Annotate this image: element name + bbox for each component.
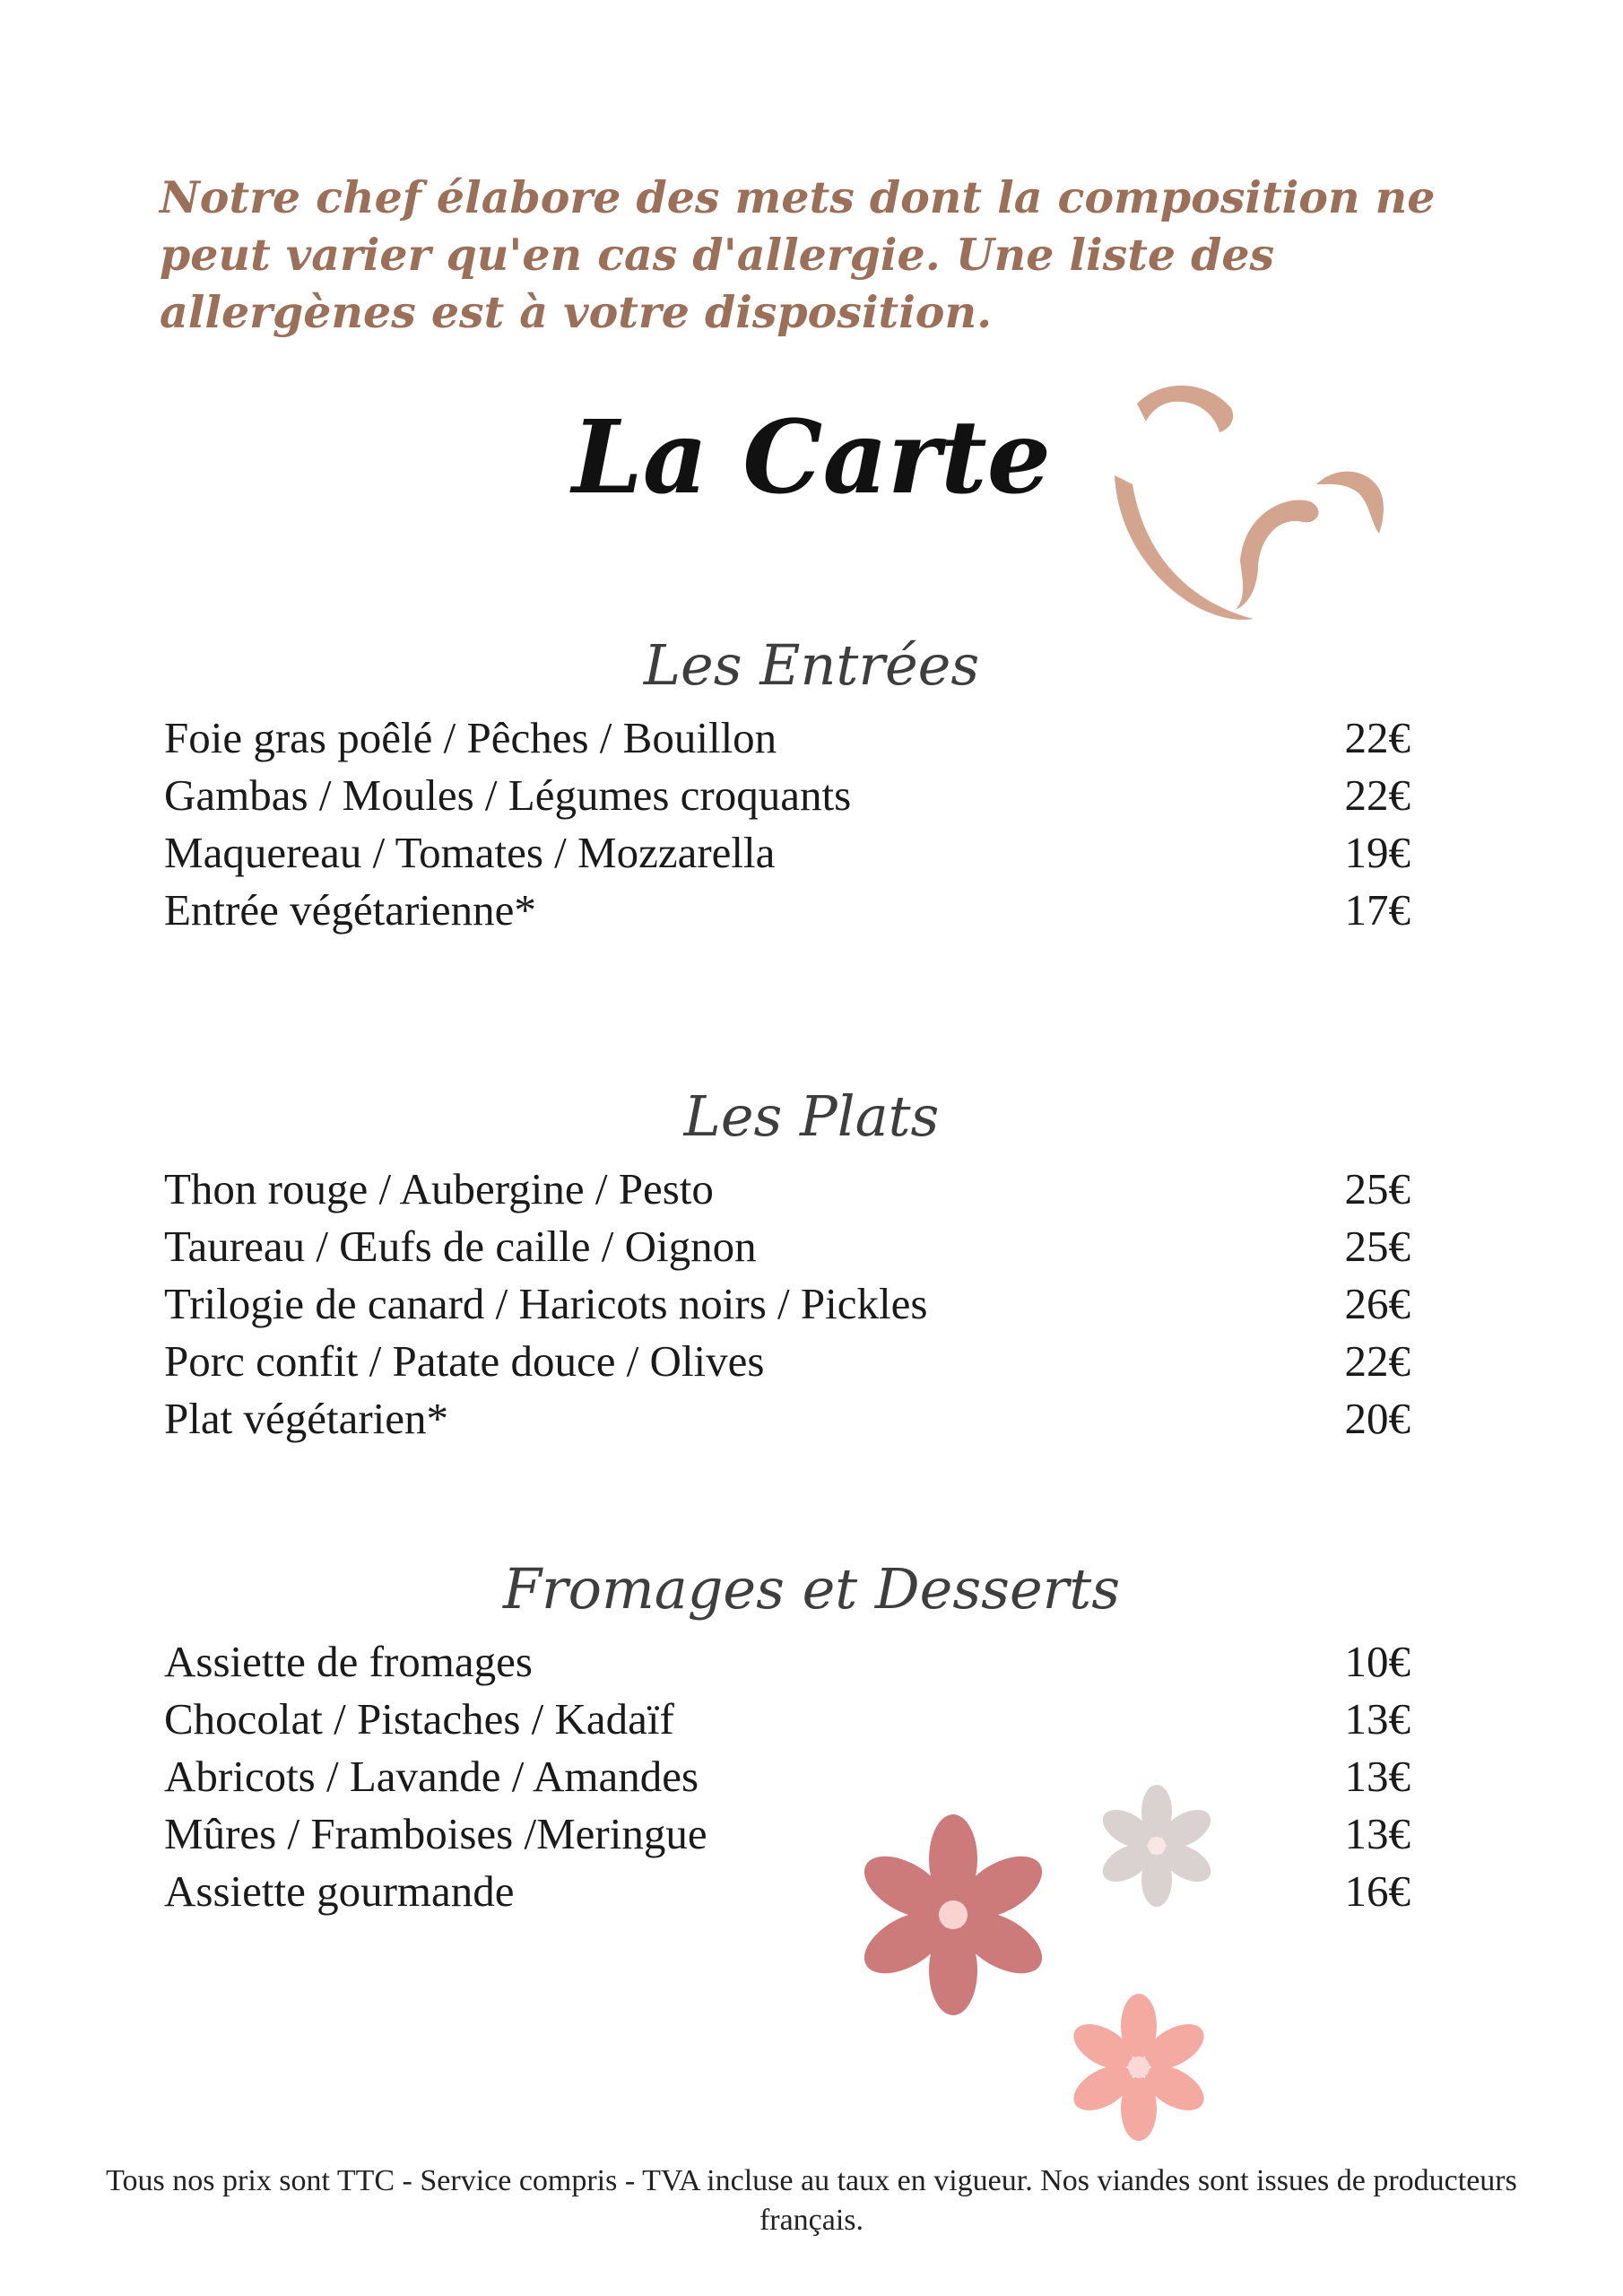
item-price: 25€ bbox=[1344, 1163, 1410, 1213]
menu-item bbox=[164, 1217, 1410, 1274]
section-title-entrees: Les Entrées bbox=[643, 632, 980, 698]
item-price: 10€ bbox=[1344, 1636, 1410, 1686]
menu-item bbox=[164, 1274, 1410, 1332]
allergy-note: Notre chef élabore des mets dont la composition ne peut varier qu'en cas d'allergie. Une liste des allergènes est à votre disposition. bbox=[160, 171, 1436, 338]
item-price: 17€ bbox=[1344, 884, 1410, 935]
item-name: Gambas / Moules / Légumes croquants bbox=[164, 770, 852, 820]
menu-item bbox=[164, 1160, 1410, 1217]
section-list-entrees bbox=[164, 709, 1410, 938]
section-list-plats bbox=[164, 1160, 1410, 1447]
menu-item bbox=[164, 766, 1410, 823]
item-price: 22€ bbox=[1344, 712, 1410, 762]
item-name: Thon rouge / Aubergine / Pesto bbox=[164, 1163, 714, 1213]
item-name: Entrée végétarienne* bbox=[164, 884, 536, 935]
item-price: 25€ bbox=[1344, 1221, 1410, 1271]
menu-item bbox=[164, 1332, 1410, 1389]
item-price: 26€ bbox=[1344, 1278, 1410, 1328]
item-name: Assiette de fromages bbox=[164, 1636, 533, 1686]
item-name: Chocolat / Pistaches / Kadaïf bbox=[164, 1693, 674, 1744]
item-price: 13€ bbox=[1344, 1693, 1410, 1744]
menu-item bbox=[164, 709, 1410, 766]
item-name: Foie gras poêlé / Pêches / Bouillon bbox=[164, 712, 777, 762]
item-name: Mûres / Framboises /Meringue bbox=[164, 1808, 707, 1858]
item-name: Assiette gourmande bbox=[164, 1866, 515, 1916]
item-price: 13€ bbox=[1344, 1808, 1410, 1858]
item-name: Abricots / Lavande / Amandes bbox=[164, 1751, 699, 1801]
item-price: 16€ bbox=[1344, 1866, 1410, 1916]
item-price: 13€ bbox=[1344, 1751, 1410, 1801]
flower-grey-icon bbox=[1097, 1785, 1218, 1907]
item-price: 19€ bbox=[1344, 827, 1410, 877]
item-name: Plat végétarien* bbox=[164, 1393, 449, 1443]
flower-large-icon bbox=[855, 1814, 1053, 2015]
menu-item bbox=[164, 1690, 1410, 1747]
menu-item bbox=[164, 881, 1410, 938]
item-price: 22€ bbox=[1344, 770, 1410, 820]
section-title-plats: Les Plats bbox=[683, 1083, 940, 1149]
item-name: Taureau / Œufs de caille / Oignon bbox=[164, 1221, 757, 1271]
section-title-desserts: Fromages et Desserts bbox=[502, 1556, 1121, 1622]
footer-note: Tous nos prix sont TTC - Service compris - TVA incluse au taux en vigueur. Nos viandes sont issues de producteurs français. bbox=[106, 2164, 1517, 2237]
item-name: Trilogie de canard / Haricots noirs / Pickles bbox=[164, 1278, 928, 1328]
swirl-ornament-icon bbox=[1101, 368, 1406, 637]
flower-pink-icon bbox=[1066, 1994, 1211, 2141]
item-price: 22€ bbox=[1344, 1335, 1410, 1386]
item-price: 20€ bbox=[1344, 1393, 1410, 1443]
menu-item bbox=[164, 1632, 1410, 1690]
menu-item bbox=[164, 1389, 1410, 1447]
menu-title: La Carte bbox=[571, 399, 1052, 517]
item-name: Porc confit / Patate douce / Olives bbox=[164, 1335, 765, 1386]
menu-item bbox=[164, 823, 1410, 881]
flowers-decoration-icon bbox=[825, 1776, 1255, 2170]
item-name: Maquereau / Tomates / Mozzarella bbox=[164, 827, 776, 877]
